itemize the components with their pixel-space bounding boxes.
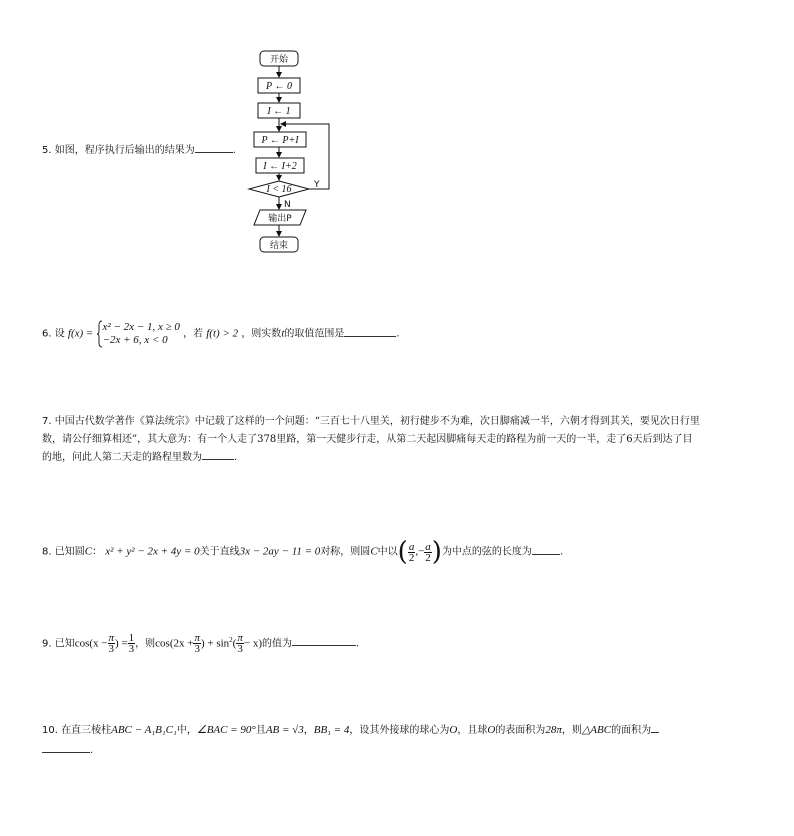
circle-equation: x² + y² − 2x + 4y = 0 <box>105 545 200 558</box>
triangle-expr: △ABC <box>581 724 612 736</box>
fraction: $\frac{a}{2}$ <box>408 540 415 564</box>
question-text: ，则 <box>561 725 582 736</box>
line-equation: 3x − 2ay − 11 = 0 <box>239 545 321 558</box>
variable-t: t <box>281 327 285 340</box>
math-expr: ( <box>232 637 237 650</box>
flow-p-init-label: P ← 0 <box>266 81 292 92</box>
fraction: $\frac{1}{3}$ <box>128 632 135 656</box>
condition-expr: f(t) > 2 <box>206 327 239 340</box>
piecewise-cases <box>103 321 180 347</box>
angle-expr: ∠BAC = 90° <box>196 724 256 736</box>
period: . <box>396 328 400 340</box>
flow-i-init-label: I ← 1 <box>267 106 291 117</box>
function-def: f(x) = <box>67 327 94 340</box>
question-text: 如图，程序执行后输出的结果为 <box>54 145 195 156</box>
question-text: 中以 <box>377 546 398 558</box>
period: . <box>355 638 360 650</box>
left-paren: ( <box>397 537 408 567</box>
question-text: 对称，则圆 <box>320 546 371 558</box>
answer-blank[interactable] <box>532 544 560 555</box>
answer-blank[interactable] <box>651 722 659 733</box>
question-text: ，则 <box>135 638 156 650</box>
circle-name: C <box>370 545 378 558</box>
answer-blank[interactable] <box>344 326 396 337</box>
question-text: 的取值范围是 <box>284 328 345 340</box>
question-number: 10. <box>42 725 58 736</box>
math-expr: cos(2x + <box>155 637 194 650</box>
center-o: O <box>449 724 458 736</box>
period: . <box>232 145 236 156</box>
question-text: 中， <box>176 725 197 736</box>
flow-no-label: N <box>284 200 291 210</box>
right-paren: ) <box>431 537 442 567</box>
question-6 <box>42 320 400 348</box>
question-9 <box>42 632 359 654</box>
comma: ， <box>303 725 314 736</box>
flowchart <box>240 48 360 258</box>
question-text: ，设其外接球的球心为 <box>349 725 450 736</box>
question-number: 8. <box>42 546 52 558</box>
case-2: −2x + 6, x < 0 <box>102 334 168 346</box>
ab-expr: AB = √3 <box>265 724 304 736</box>
comma: ,− <box>415 545 425 558</box>
question-text: 已知 <box>54 638 75 650</box>
question-text: 设 <box>54 328 65 340</box>
circle-name: C <box>84 545 93 558</box>
flow-decision-label: I < 16 <box>266 184 292 195</box>
answer-blank[interactable] <box>292 635 356 646</box>
question-text: 且 <box>255 725 266 736</box>
flow-loop-line <box>281 124 329 189</box>
fraction: $\frac{a}{2}$ <box>425 540 431 564</box>
question-text: 已知圆 <box>54 546 85 558</box>
question-text: 中国古代数学著作《算法统宗》中记载了这样的一个问题：“三百七十八里关，初行健步不为难，次日脚痛减一半，六朝才得到其关，要见次日行里数，请公仔细算相还”，其大意为：有一个人走了378里路，第一天健步行走，从第二天起因脚痛每天走的路程为前一天的一半，走了6天后到达了目的地，问此人第二天走的路程里数为 <box>42 416 700 463</box>
exponent: 2 <box>229 636 233 644</box>
bb-expr: BB₁ = 4 <box>313 724 350 736</box>
math-expr: ) + sin <box>200 637 230 650</box>
center-o: O <box>487 724 496 736</box>
colon: ： <box>92 546 103 558</box>
question-text: 的面积为 <box>611 725 652 736</box>
flow-end-label: 结束 <box>269 241 289 251</box>
math-expr: cos(x − <box>74 637 108 650</box>
fraction: $\frac{\pi}{3}$ <box>237 632 243 656</box>
question-number: 6. <box>42 328 52 340</box>
question-8 <box>42 539 563 565</box>
period: . <box>90 745 94 756</box>
question-text: 的表面积为 <box>495 725 546 736</box>
question-number: 7. <box>42 416 52 427</box>
answer-blank[interactable] <box>195 142 233 153</box>
question-text: 为中点的弦的长度为 <box>441 546 532 558</box>
question-5 <box>42 142 236 159</box>
question-text: 关于直线 <box>199 546 240 558</box>
case-1: x² − 2x − 1, x ≥ 0 <box>102 321 180 333</box>
answer-blank[interactable] <box>202 449 234 460</box>
period: . <box>559 546 564 558</box>
fraction: $\frac{\pi}{3}$ <box>194 632 200 656</box>
math-expr: − x) <box>243 637 262 650</box>
question-7 <box>42 413 702 467</box>
question-number: 9. <box>42 638 52 650</box>
question-10 <box>42 720 707 761</box>
question-text: ，则实数 <box>241 328 282 340</box>
flow-output-label: 输出P <box>268 214 292 224</box>
area-expr: 28π <box>545 724 562 736</box>
question-number: 5. <box>42 145 52 156</box>
question-text: ，若 <box>183 328 204 340</box>
question-text: 的值为 <box>261 638 292 650</box>
question-text: ，且球 <box>457 725 488 736</box>
answer-blank-continued[interactable] <box>42 742 90 753</box>
fraction: $\frac{\pi}{3}$ <box>108 632 115 656</box>
flow-start-label: 开始 <box>269 55 289 65</box>
flow-i-update-label: I ← I+2 <box>263 161 297 172</box>
math-expr: ) = <box>115 637 128 650</box>
flow-yes-label: Y <box>314 180 320 190</box>
prism-name: ABC − A₁B₁C₁ <box>111 724 177 736</box>
question-text: 在直三棱柱 <box>61 725 112 736</box>
flow-p-update-label: P ← P+I <box>261 135 299 146</box>
period: . <box>234 452 238 463</box>
